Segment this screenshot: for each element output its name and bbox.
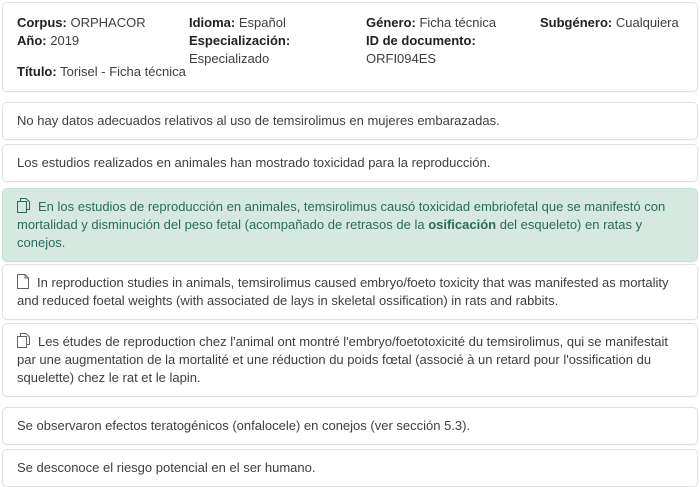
segment-text (17, 333, 683, 387)
segment-text: No hay datos adecuados relativos al uso de temsirolimus en mujeres embarazadas. (17, 113, 500, 128)
metadata-col-1 (17, 14, 189, 81)
segment-text: Se observaron efectos teratogénicos (onfalocele) en conejos (ver sección 5.3). (17, 418, 471, 433)
doc-id-value: ORFI094ES (366, 51, 437, 66)
subgenre-label: Subgénero: (540, 15, 613, 30)
year-value: 2019 (50, 33, 80, 48)
corpus-label: Corpus: (17, 15, 67, 30)
title-value: Torisel - Ficha técnica (60, 64, 186, 79)
field-specialization (189, 32, 366, 50)
segment-text (17, 274, 683, 310)
year-label: Año: (17, 33, 47, 48)
segment-text: Los estudios realizados en animales han mostrado toxicidad para la reproducción. (17, 155, 491, 170)
segment-text-before: En los estudios de reproducción en animales, temsirolimus causó toxicidad embriofetal que se manifestó con mortalidad y disminución del peso fetal (acompañado de retrasos de la (17, 199, 666, 232)
spacer (17, 50, 189, 63)
title-label: Título: (17, 64, 57, 79)
field-doc-id (366, 32, 540, 50)
segment-text-body: Les études de reproduction chez l'animal ont montré l'embryo/foetotoxicité du temsirolimus, qui se manifestait par une augmentation de la mortalité et une réduction du poids fœtal (associé à un retard pour l'ossification du squelette) chez le rat et le lapin. (17, 334, 668, 385)
segment-row[interactable] (2, 449, 698, 487)
doc-id-label: ID de documento: (366, 33, 476, 48)
metadata-header (2, 2, 698, 92)
subgenre-value: Cualquiera (615, 15, 679, 30)
segment-row[interactable] (2, 102, 698, 140)
segment-row[interactable] (2, 323, 698, 397)
segment-row-highlighted[interactable] (2, 188, 698, 262)
field-corpus (17, 14, 189, 32)
genre-label: Género: (366, 15, 416, 30)
metadata-col-4 (540, 14, 683, 81)
segment-text-bold: osificación (428, 217, 497, 232)
copy-icon[interactable] (17, 333, 30, 348)
segment-text (17, 198, 683, 252)
field-language (189, 14, 366, 32)
language-value: Español (238, 15, 286, 30)
specialization-label: Especialización: (189, 33, 291, 48)
metadata-col-2 (189, 14, 366, 81)
corpus-value: ORPHACOR (70, 15, 146, 30)
field-title (17, 63, 189, 81)
genre-value: Ficha técnica (419, 15, 497, 30)
segment-text-body: In reproduction studies in animals, temsirolimus caused embryo/foeto toxicity that was manifested as mortality and reduced foetal weights (with associated de lays in skeletal ossification) in rats and rabbits. (17, 275, 669, 308)
metadata-col-3 (366, 14, 540, 81)
segment-row[interactable] (2, 144, 698, 182)
field-subgenre (540, 14, 683, 32)
segment-row[interactable] (2, 407, 698, 445)
language-label: Idioma: (189, 15, 236, 30)
segment-row[interactable] (2, 264, 698, 320)
field-genre (366, 14, 540, 32)
field-doc-id-value (366, 50, 540, 68)
segment-text-after: del esqueleto) en ratas y conejos. (17, 217, 643, 250)
specialization-value: Especializado (189, 51, 270, 66)
field-year (17, 32, 189, 50)
copy-icon[interactable] (17, 198, 30, 213)
field-specialization-value (189, 50, 366, 68)
segment-text: Se desconoce el riesgo potencial en el ser humano. (17, 460, 316, 475)
file-icon[interactable] (17, 274, 29, 289)
